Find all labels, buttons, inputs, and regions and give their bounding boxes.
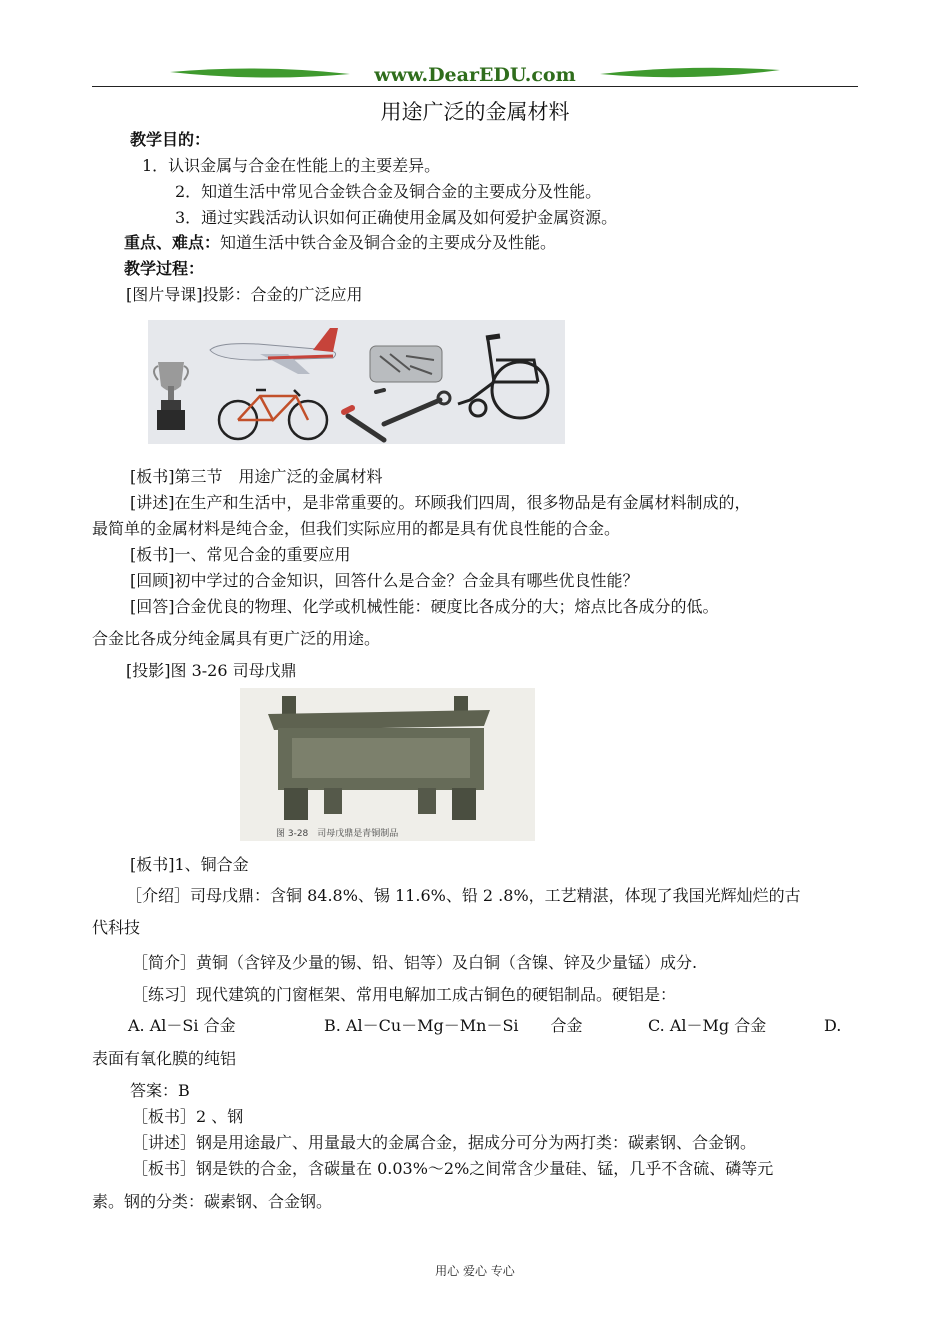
option-c: C. Al－Mg 合金: [648, 1016, 767, 1035]
logo-right-swoosh: [600, 68, 780, 77]
lecture-1b: 最简单的金属材料是纯合金，但我们实际应用的都是具有优良性能的合金。: [92, 519, 621, 538]
option-d: D.: [824, 1016, 842, 1035]
intro-2a: ［介绍］司母戊鼎：含铜 84.8%、锡 11.6%、铅 2 .8%，工艺精湛，体现了我国光辉灿烂的古: [126, 886, 801, 905]
intro-2b: 代科技: [92, 918, 141, 937]
logo-left-swoosh: [170, 68, 350, 77]
board-4: ［板书］2 、钢: [132, 1107, 244, 1126]
key-label: 重点、难点：: [124, 233, 221, 252]
page-title: 用途广泛的金属材料: [380, 100, 570, 124]
lecture-2: ［讲述］钢是用途最广、用量最大的金属合金，据成分可分为两打类：碳素钢、合金钢。: [132, 1133, 757, 1152]
exercise-line: ［练习］现代建筑的门窗框架、常用电解加工成古铜色的硬铝制品。硬铝是：: [132, 985, 677, 1004]
answer-1a: [回答]合金优良的物理、化学或机械性能：硬度比各成分的大；熔点比各成分的低。: [130, 597, 719, 616]
figure-caption: 图 3-28 司母戊鼎是青铜制品: [276, 829, 399, 839]
answer-2: 答案：B: [130, 1081, 190, 1100]
goal-1: 1．认识金属与合金在性能上的主要差异。: [142, 156, 441, 175]
logo-text: www.DearEDU.com: [374, 64, 576, 86]
option-b: B. Al－Cu－Mg－Mn－Si 合金: [324, 1016, 583, 1035]
board-1: [板书]第三节 用途广泛的金属材料: [130, 467, 383, 486]
answer-1b: 合金比各成分纯金属具有更广泛的用途。: [92, 629, 381, 648]
option-a: A. Al－Si 合金: [128, 1016, 236, 1035]
alloy-applications-image: [148, 320, 565, 444]
board-5a: ［板书］钢是铁的合金，含碳量在 0.03%～2%之间常含少量硅、锰，几乎不含硫、磷等元: [132, 1159, 774, 1178]
board-2: [板书]一、常见合金的重要应用: [130, 545, 351, 564]
key-text: 知道生活中铁合金及铜合金的主要成分及性能。: [220, 233, 557, 252]
lecture-1a: [讲述]在生产和生活中，是非常重要的。环顾我们四周，很多物品是有金属材料制成的，: [130, 493, 751, 512]
projection-line: [投影]图 3-26 司母戊鼎: [126, 661, 297, 680]
intro-line: [图片导课]投影：合金的广泛应用: [126, 285, 363, 304]
option-d-text: 表面有氧化膜的纯铝: [92, 1049, 237, 1068]
board-5b: 素。钢的分类：碳素钢、合金钢。: [92, 1192, 333, 1211]
board-3: [板书]1、铜合金: [130, 855, 249, 874]
header-rule: [92, 86, 858, 87]
key-points: [124, 232, 556, 254]
page-footer: 用心 爱心 专心: [435, 1264, 515, 1278]
brief-line: ［简介］黄铜（含锌及少量的锡、铅、铝等）及白铜（含镍、锌及少量锰）成分.: [132, 953, 698, 972]
process-heading: 教学过程：: [124, 259, 205, 278]
surgical-tray-icon: [370, 346, 442, 382]
goal-heading: 教学目的：: [130, 130, 211, 149]
review-line: [回顾]初中学过的合金知识，回答什么是合金？合金具有哪些优良性能？: [130, 571, 639, 590]
goal-2: 2．知道生活中常见合金铁合金及铜合金的主要成分及性能。: [175, 182, 602, 201]
header-logo: [170, 62, 780, 88]
simuwu-ding-image: [240, 688, 535, 841]
goal-3: 3．通过实践活动认识如何正确使用金属及如何爱护金属资源。: [175, 208, 618, 227]
